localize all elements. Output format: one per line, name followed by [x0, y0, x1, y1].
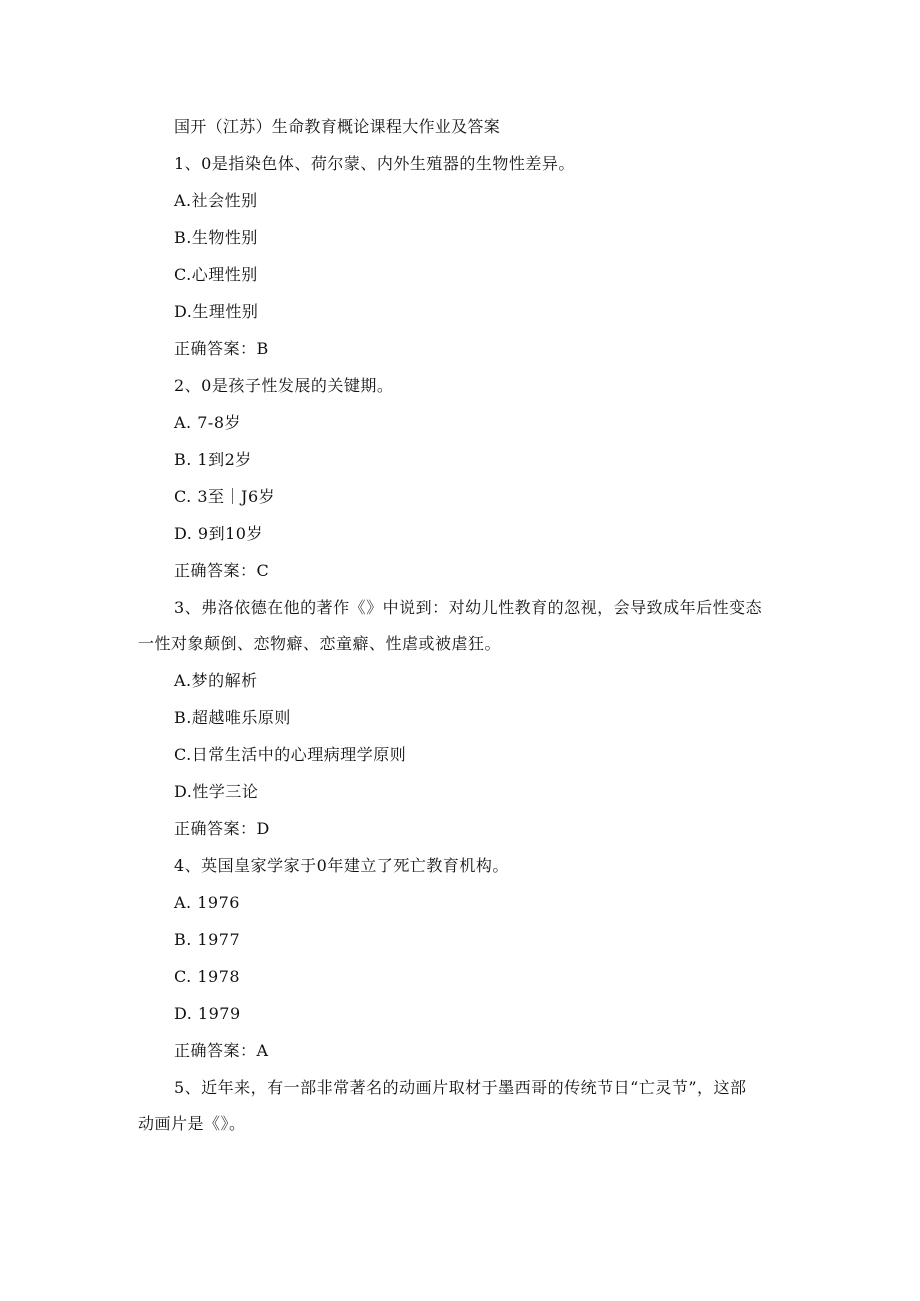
question-1-stem: 1、0是指染色体、荷尔蒙、内外生殖器的生物性差异。 [174, 154, 575, 173]
question-3-stem: 3、弗洛依德在他的著作《》中说到：对幼儿性教育的忽视，会导致成年后性变态 [174, 598, 763, 617]
question-3-option-d: D.性学三论 [174, 782, 259, 801]
question-4-option-d: D. 1979 [174, 1004, 241, 1023]
question-3-answer: 正确答案：D [174, 819, 270, 838]
question-1-option-a: A.社会性别 [174, 191, 258, 210]
question-1-option-d: D.生理性别 [174, 302, 259, 321]
question-3-option-a: A.梦的解析 [174, 671, 258, 690]
question-4-option-b: B. 1977 [174, 930, 241, 949]
question-4-answer: 正确答案：A [174, 1041, 269, 1060]
question-1-answer: 正确答案：B [174, 339, 269, 358]
question-2-answer: 正确答案：C [174, 561, 270, 580]
question-2-option-b: B. 1到2岁 [174, 450, 252, 469]
question-2-option-a: A. 7-8岁 [174, 413, 241, 432]
question-3-option-b: B.超越唯乐原则 [174, 708, 291, 727]
question-2-option-c: C. 3至｜J6岁 [174, 487, 276, 506]
question-4-option-c: C. 1978 [174, 967, 241, 986]
question-3-option-c: C.日常生活中的心理病理学原则 [174, 745, 407, 764]
question-3-stem-continued: 一性对象颠倒、恋物癖、恋童癖、性虐或被虐狂。 [138, 634, 502, 653]
question-1-option-b: B.生物性别 [174, 228, 258, 247]
question-1-option-c: C.心理性别 [174, 265, 258, 284]
question-4-stem: 4、英国皇家学家于0年建立了死亡教育机构。 [174, 856, 509, 875]
question-2-option-d: D. 9到10岁 [174, 524, 263, 543]
question-5-stem: 5、近年来，有一部非常著名的动画片取材于墨西哥的传统节日“亡灵节”，这部 [174, 1078, 747, 1097]
document-title: 国开（江苏）生命教育概论课程大作业及答案 [174, 117, 501, 136]
question-2-stem: 2、0是孩子性发展的关键期。 [174, 376, 394, 395]
question-5-stem-continued: 动画片是《》。 [138, 1114, 246, 1133]
question-4-option-a: A. 1976 [174, 893, 240, 912]
